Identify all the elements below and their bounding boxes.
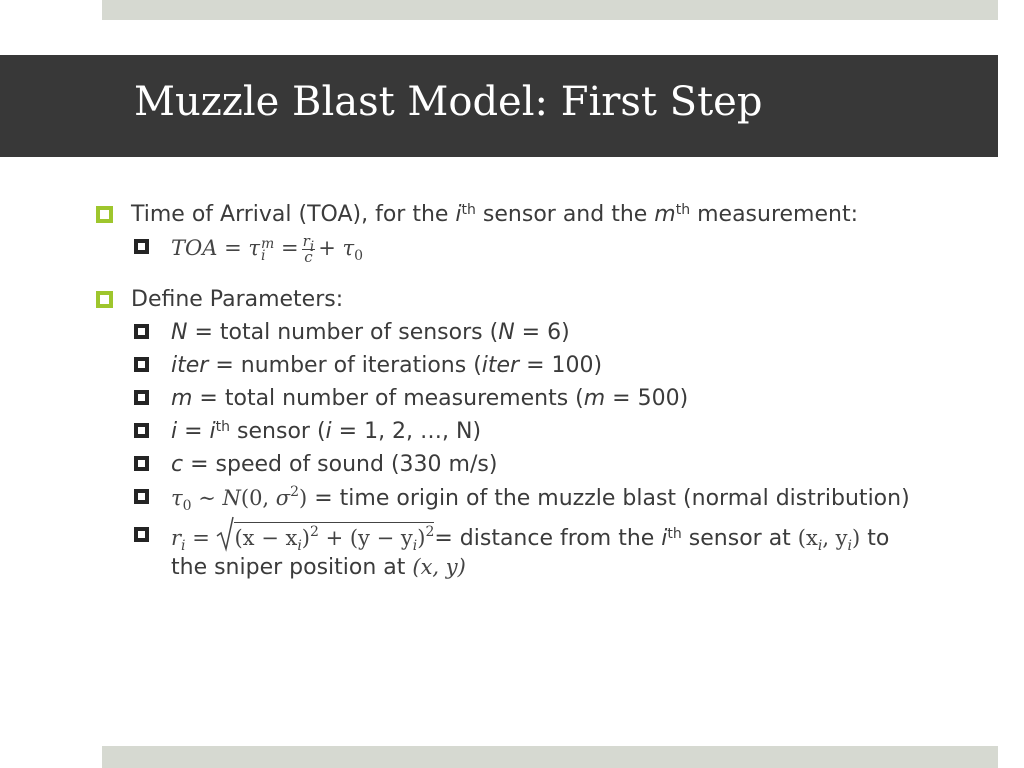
top-decorative-band — [102, 0, 998, 20]
param-r-distance: $r_i$ = $(x - x_i)^2 + (y - y_i)^2=$ distance from the $i^{th}$ sensor at ($x_i$, $y_i$) to the sniper position at (x, y) — [134, 522, 916, 582]
dark-square-bullet-icon — [134, 324, 149, 339]
green-square-bullet-icon — [96, 291, 113, 308]
dark-square-bullet-icon — [134, 489, 149, 504]
param-c: c = speed of sound (330 m/s) — [134, 451, 916, 479]
param-tau-zero: $\tau_0$ ∼ N(0, $\sigma^2$) = time origin of the muzzle blast (normal distribution) — [134, 484, 916, 513]
fraction: $\frac{ri}{c}$ — [302, 232, 315, 266]
dark-square-bullet-icon — [134, 390, 149, 405]
slide-title: Muzzle Blast Model: First Step — [134, 79, 763, 125]
toa-equation: TOA = τ m i = $\frac{ri}{c}$ + $\tau_0$ — [171, 232, 364, 266]
dark-square-bullet-icon — [134, 423, 149, 438]
dark-square-bullet-icon — [134, 239, 149, 254]
slide-content — [96, 200, 916, 582]
bullet-toa-equation — [134, 234, 916, 265]
bottom-decorative-band — [102, 746, 998, 768]
bullet-time-of-arrival: Time of Arrival (TOA), for the $i^{th}$ sensor and the $m^{th}$ measurement: — [96, 200, 916, 229]
param-m: m = total number of measurements (m = 500) — [134, 385, 916, 413]
tau-distribution-formula: $\tau_0$ ∼ N(0, $\sigma^2$) — [171, 484, 308, 514]
bullet-define-parameters: Define Parameters: — [96, 285, 916, 314]
radical-icon — [216, 516, 234, 552]
distance-formula: $r_i$ = $(x - x_i)^2 + (y - y_i)^2$ — [171, 526, 434, 550]
dark-square-bullet-icon — [134, 456, 149, 471]
param-i: $i = i^{th}$ sensor (i = 1, 2, …, N) — [134, 418, 916, 446]
green-square-bullet-icon — [96, 206, 113, 223]
param-iter: iter = number of iterations (iter = 100) — [134, 352, 916, 380]
dark-square-bullet-icon — [134, 357, 149, 372]
param-n: N = total number of sensors (N = 6) — [134, 319, 916, 347]
square-root-sign: $(x - x_i)^2 + (y - y_i)^2$ — [216, 522, 434, 552]
dark-square-bullet-icon — [134, 527, 149, 542]
